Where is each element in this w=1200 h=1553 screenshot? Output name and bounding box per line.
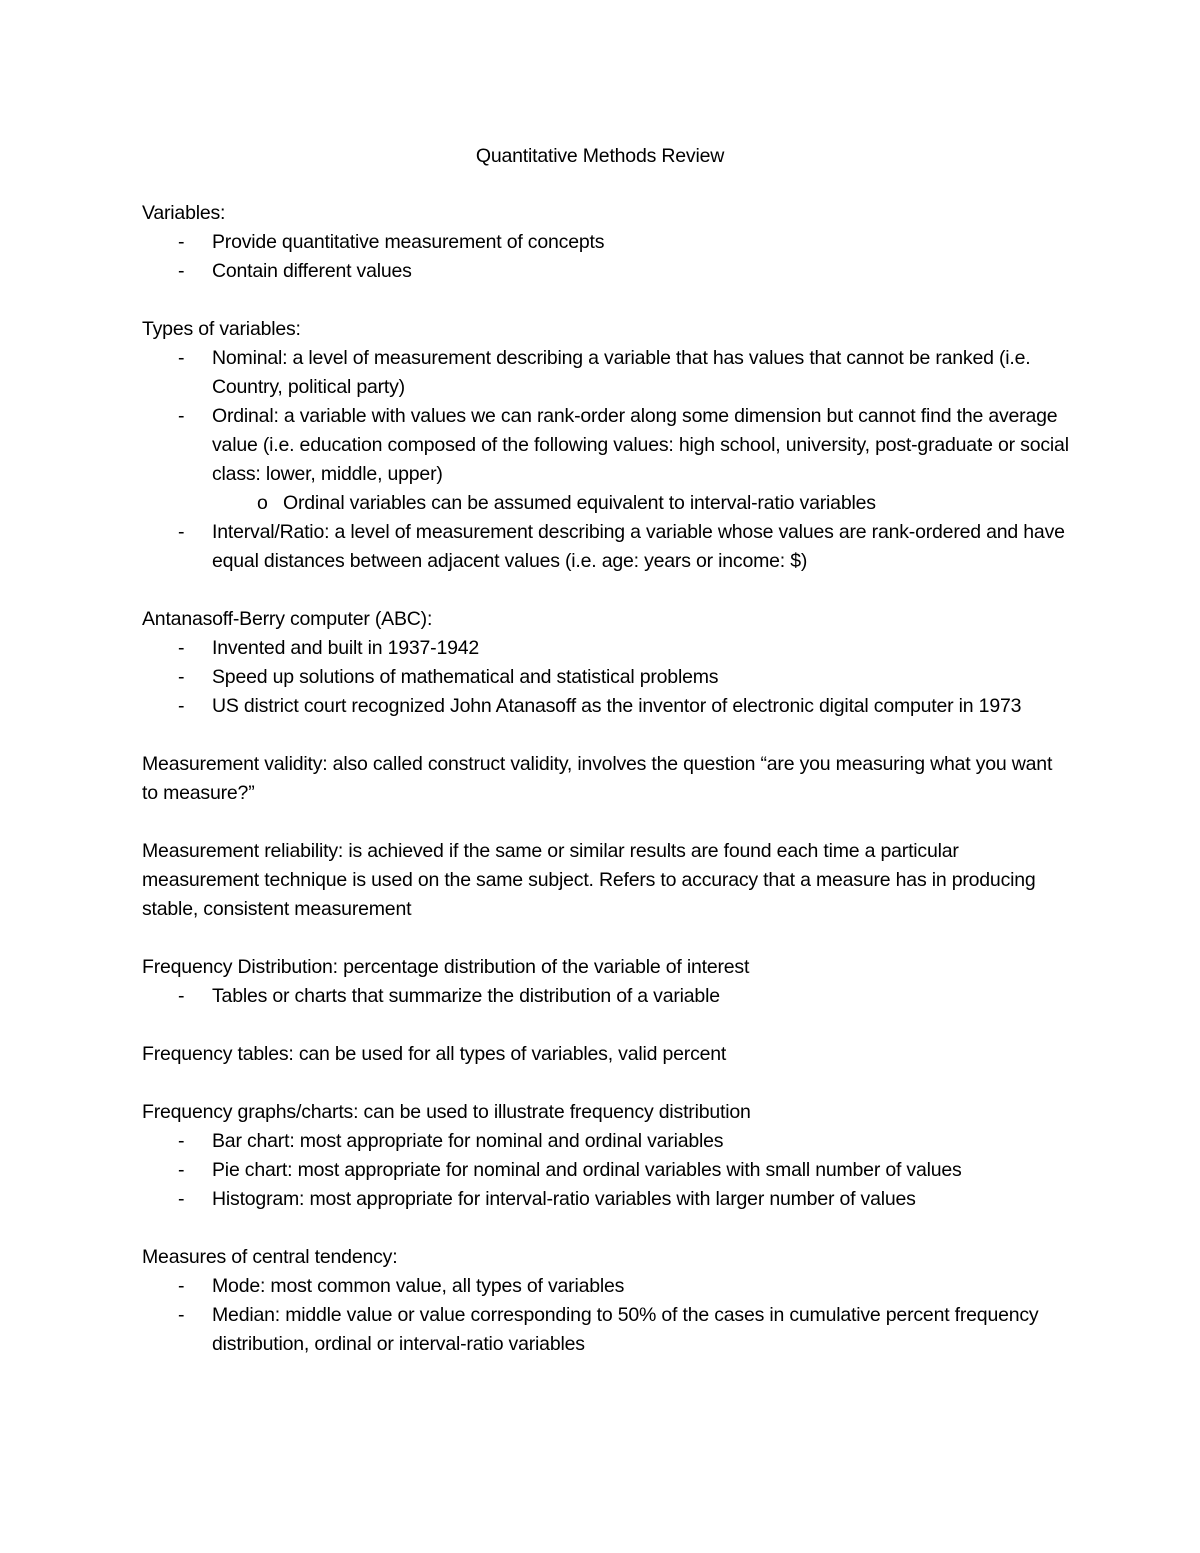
section-heading: Variables: bbox=[142, 202, 226, 224]
document-title: Quantitative Methods Review bbox=[475, 145, 725, 167]
section-variables bbox=[142, 199, 1072, 286]
section-measurement-validity bbox=[142, 750, 1072, 808]
paragraph: Frequency tables: can be used for all types of variables, valid percent bbox=[142, 1043, 727, 1065]
list-item: - Invented and built in 1937-1942 bbox=[212, 634, 1072, 663]
list-item-text: Ordinal: a variable with values we can rank-order along some dimension but cannot find the average value (i.e. education composed of the following values: high school, university, post-graduate or social class: lower, middle, upper) bbox=[212, 405, 1069, 485]
list-item: - Speed up solutions of mathematical and statistical problems bbox=[212, 663, 1072, 692]
section-frequency-tables bbox=[142, 1040, 1072, 1069]
list-item: - Tables or charts that summarize the distribution of a variable bbox=[212, 982, 1072, 1011]
list-item: - Median: middle value or value corresponding to 50% of the cases in cumulative percent frequency distribution, ordinal or interval-ratio variables bbox=[212, 1301, 1072, 1359]
list-item: - Interval/Ratio: a level of measurement describing a variable whose values are rank-ordered and have equal distances between adjacent values (i.e. age: years or income: $) bbox=[212, 518, 1072, 576]
section-measurement-reliability bbox=[142, 837, 1072, 924]
list-item: - Pie chart: most appropriate for nominal and ordinal variables with small number of values bbox=[212, 1156, 1072, 1185]
list-item: - Provide quantitative measurement of concepts bbox=[212, 228, 1072, 257]
bullet-list bbox=[142, 344, 1072, 576]
list-item: - Histogram: most appropriate for interval-ratio variables with larger number of values bbox=[212, 1185, 1072, 1214]
section-frequency-graphs bbox=[142, 1098, 1072, 1214]
section-heading: Antanasoff-Berry computer (ABC): bbox=[142, 608, 433, 630]
bullet-list bbox=[142, 982, 1072, 1011]
list-item-with-sublist bbox=[212, 402, 1072, 518]
paragraph: Measurement validity: also called construct validity, involves the question “are you measuring what you want to measure?” bbox=[142, 753, 1053, 804]
section-heading: Types of variables: bbox=[142, 318, 301, 340]
bullet-list bbox=[142, 1272, 1072, 1359]
section-central-tendency bbox=[142, 1243, 1072, 1359]
sub-list-item: o Ordinal variables can be assumed equivalent to interval-ratio variables bbox=[283, 489, 1072, 518]
section-types-of-variables bbox=[142, 315, 1072, 576]
bullet-list bbox=[142, 634, 1072, 721]
section-frequency-distribution bbox=[142, 953, 1072, 1011]
list-item: - Mode: most common value, all types of variables bbox=[212, 1272, 1072, 1301]
section-heading: Frequency Distribution: percentage distribution of the variable of interest bbox=[142, 956, 750, 978]
sub-bullet-list bbox=[212, 489, 1072, 518]
document-body bbox=[142, 199, 1072, 1388]
list-item: - Bar chart: most appropriate for nominal and ordinal variables bbox=[212, 1127, 1072, 1156]
list-item: - Nominal: a level of measurement describing a variable that has values that cannot be ranked (i.e. Country, political party) bbox=[212, 344, 1072, 402]
section-heading: Frequency graphs/charts: can be used to illustrate frequency distribution bbox=[142, 1101, 751, 1123]
section-heading: Measures of central tendency: bbox=[142, 1246, 398, 1268]
bullet-list bbox=[142, 228, 1072, 286]
paragraph: Measurement reliability: is achieved if the same or similar results are found each time a particular measurement technique is used on the same subject. Refers to accuracy that a measure has in producing stable, consistent measurement bbox=[142, 840, 1036, 920]
list-item: - US district court recognized John Atanasoff as the inventor of electronic digital computer in 1973 bbox=[212, 692, 1072, 721]
list-item: - Contain different values bbox=[212, 257, 1072, 286]
bullet-list bbox=[142, 1127, 1072, 1214]
section-abc-computer bbox=[142, 605, 1072, 721]
